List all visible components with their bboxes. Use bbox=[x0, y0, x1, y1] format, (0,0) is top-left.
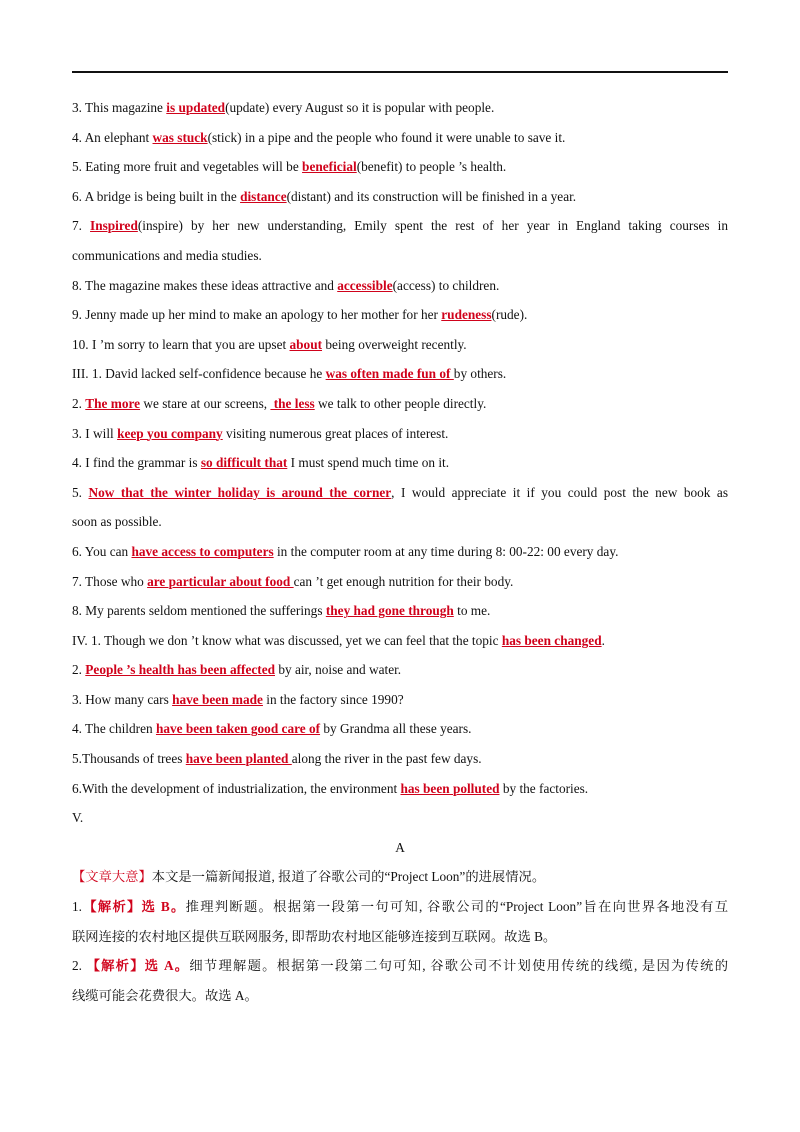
answer-line: III. 1. David lacked self-confidence because he was often made fun of by others. bbox=[72, 366, 507, 382]
answer-line: 8. The magazine makes these ideas attractive and accessible(access) to children. bbox=[72, 277, 500, 293]
answer-line: soon as possible. bbox=[72, 514, 162, 530]
answer-line: 2. People ’s health has been affected by air, noise and water. bbox=[72, 662, 402, 678]
answer-line: 6. A bridge is being built in the distance(distant) and its construction will be finished in a year. bbox=[72, 188, 577, 204]
summary-line: 【文章大意】本文是一篇新闻报道, 报道了谷歌公司的“Project Loon”的进展情况。 bbox=[72, 869, 546, 885]
explanation-line: 2. 【解析】选 A。细节理解题。根据第一段第二句可知, 谷歌公司不计划使用传统的线缆, 是因为传统的 bbox=[72, 958, 729, 974]
answer-line: 9. Jenny made up her mind to make an apology to her mother for her rudeness(rude). bbox=[72, 307, 528, 323]
answer-line: communications and media studies. bbox=[72, 247, 262, 263]
answer-line: 6.With the development of industrialization, the environment has been polluted by the factories. bbox=[72, 780, 589, 796]
answer-line: 10. I ’m sorry to learn that you are upset about being overweight recently. bbox=[72, 336, 467, 352]
answer-line: 4. An elephant was stuck(stick) in a pipe and the people who found it were unable to save it. bbox=[72, 129, 566, 145]
answer-line: 6. You can have access to computers in the computer room at any time during 8: 00-22: 00 every day. bbox=[72, 543, 619, 559]
answer-line: 2. The more we stare at our screens, the less we talk to other people directly. bbox=[72, 395, 487, 411]
answer-content bbox=[72, 93, 728, 1010]
header-rule bbox=[72, 71, 728, 73]
answer-line: 4. I find the grammar is so difficult that I must spend much time on it. bbox=[72, 455, 450, 471]
explanation-line: 联网连接的农村地区提供互联网服务, 即帮助农村地区能够连接到互联网。故选 B。 bbox=[72, 928, 557, 944]
answer-line: 3. This magazine is updated(update) every August so it is popular with people. bbox=[72, 100, 495, 115]
answer-line: IV. 1. Though we don ’t know what was discussed, yet we can feel that the topic has been changed. bbox=[72, 632, 605, 648]
answer-line: 7. Inspired(inspire) by her new understanding, Emily spent the rest of her year in England taking courses in bbox=[72, 218, 729, 234]
answer-line: 8. My parents seldom mentioned the sufferings they had gone through to me. bbox=[72, 603, 491, 619]
answer-line: 4. The children have been taken good care of by Grandma all these years. bbox=[72, 721, 472, 737]
answer-line: 5. Eating more fruit and vegetables will be beneficial(benefit) to people ’s health. bbox=[72, 159, 507, 175]
answer-line: 3. I will keep you company visiting numerous great places of interest. bbox=[72, 425, 449, 441]
answer-line: 5.Thousands of trees have been planted along the river in the past few days. bbox=[72, 751, 482, 767]
answer-line: 3. How many cars have been made in the factory since 1990? bbox=[72, 691, 404, 707]
answer-line: 7. Those who are particular about food can ’t get enough nutrition for their body. bbox=[72, 573, 514, 589]
explanation-line: 线缆可能会花费很大。故选 A。 bbox=[72, 987, 258, 1003]
answer-line: V. bbox=[72, 810, 84, 826]
section-heading: A bbox=[395, 839, 405, 855]
explanation-line: 1.【解析】选 B。推理判断题。根据第一段第一句可知, 谷歌公司的“Project Loon”旨在向世界各地没有互 bbox=[72, 899, 728, 915]
answer-line: 5. Now that the winter holiday is around the corner, I would appreciate it if you could post the new book as bbox=[72, 484, 728, 500]
